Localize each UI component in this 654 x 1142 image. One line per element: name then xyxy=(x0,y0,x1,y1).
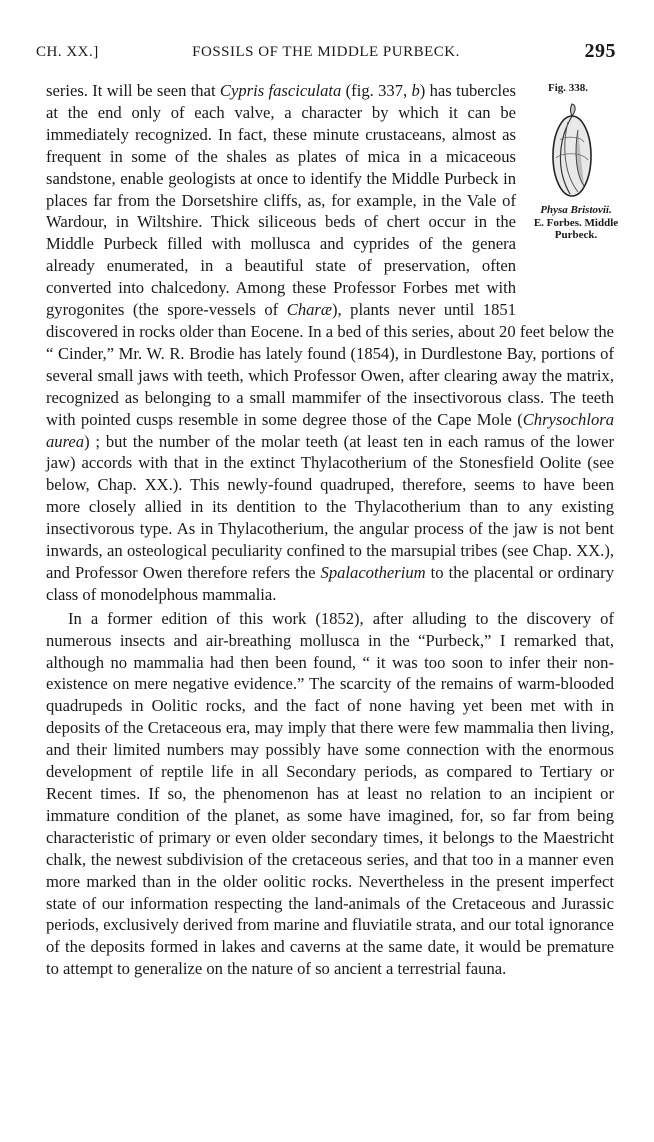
text-run: (fig. 337, xyxy=(341,81,412,100)
caption-species: Physa Bristovii. xyxy=(540,204,612,216)
text-run: series. It will be seen that xyxy=(46,81,220,100)
running-title: FOSSILS OF THE MIDDLE PURBECK. xyxy=(192,44,460,60)
italic-term: Cypris fasciculata xyxy=(219,81,342,100)
italic-term: Charæ xyxy=(286,300,332,320)
physa-shell-illustration xyxy=(548,100,596,200)
paragraph-2: In a former edition of this work (1852), after alluding to the discovery of numerous insects and air-breathing mollusca in the “Purbeck,” I remarked that, although no mammalia had then been found, “ it was too soon to infer their non-existence on mere negative evidence.” The scarcity of the remains of warm-blooded quadrupeds in Oolitic rocks, and the fact of none having yet been met with in deposits of the Cretaceous era, may imply that there were few mammalia then living, and their limited numbers may possibly have some connection with the enormous development of reptile life in all Secondary periods, as compared to Tertiary or Recent times. If so, the phenomenon has at least no relation to an incipient or immature condition of the planet, as some have imagined, for, so far from being characteristic of primary or even older secondary times, it belongs to the Maestricht chalk, the newest subdivision of the cretaceous series, and that too in a manner even more marked than in the older oolitic rocks. Nevertheless in the present imperfect state of our information respecting the land-animals of the Cretaceous and Jurassic periods, exclusively derived from marine and fluviatile strata, and our total ignorance of the deposits formed in lakes and caverns at the same date, it would be premature to attempt to generalize on the nature of so ancient a terrestrial fauna. xyxy=(46,608,614,979)
page-number: 295 xyxy=(584,40,616,62)
text-run: ) ; but the number of the molar teeth (at least ten in each ramus of the lower jaw) accords with that in the extinct Thylacotherium of the Stonesfield Oolite (see below, Chap. XX.). This newly-found quadruped, therefore, seems to have been more closely allied in its dentition to the Thylacotherium than to any existing insectivorous type. As in Thylacotherium, the angular process of the jaw is not bent inwards, an osteological peculiarity confined to the marsupial tribes (see Chap. XX.), and Professor Owen therefore refers the xyxy=(46,431,614,582)
caption-author: E. Forbes. Middle xyxy=(533,216,619,229)
text-run: ) has tubercles at the end only of each valve, a character by which it can be immediately recognized. In fact, these minute crustaceans, almost as frequent in some of the shales as plates of mica in a micaceous sandstone, enable geologists at once to identify the Middle Purbeck in places far from the Dorsetshire cliffs, as, for example, in the Vale of Wardour, in Wiltshire. Thick siliceous beds of chert occur in the Middle Purbeck filled with mollusca and cyprides of the genera already enumerated, in a beautiful state of preservation, often converted into chalcedony. Among these Professor Forbes met with gyrogonites (the spore-vessels of xyxy=(46,81,516,320)
figure-caption xyxy=(526,204,626,242)
figure-label: Fig. 338. xyxy=(548,82,589,94)
italic-term: b xyxy=(411,81,420,100)
caption-location: Purbeck. xyxy=(554,229,598,241)
italic-term: Spalacotherium xyxy=(320,562,426,582)
page-body xyxy=(46,80,619,980)
text-run: to the placental or ordinary class of monodelphous mammalia. xyxy=(46,562,614,604)
figure-338 xyxy=(526,78,620,304)
italic-term: Chrysochlora aurea xyxy=(46,409,614,451)
chapter-reference: CH. XX.] xyxy=(36,44,99,60)
running-header xyxy=(36,40,616,64)
text-run: ), plants never until 1851 discovered in rocks older than Eocene. In a bed of this series, about 20 feet below the “ Cinder,” Mr. W. R. Brodie has lately found (1854), in Durdlestone Bay, portions of several small jaws with teeth, which Professor Owen, after clearing away the matrix, recognized as belonging to a small mammifer of the insectivorous class. The teeth with pointed cusps resemble in some degree those of the Cape Mole ( xyxy=(46,300,614,429)
